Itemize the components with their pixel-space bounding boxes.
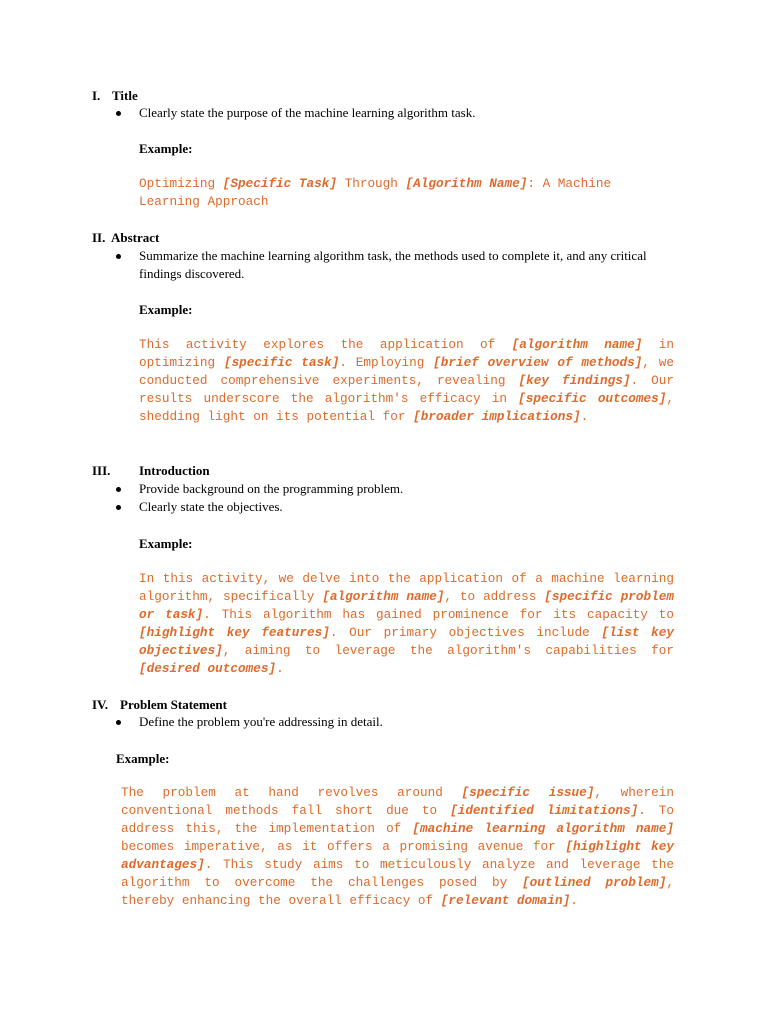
placeholder-text: [brief overview of methods] [433,355,643,370]
section-number: IV. [92,697,109,712]
example-segment: in optimizing [139,337,674,370]
example-segment: , we conducted comprehensive experiments, revealing [139,355,674,388]
placeholder-text: [Specific Task] [222,176,337,191]
bullet-list [116,480,676,516]
placeholder-text: [specific problem or task] [139,589,674,622]
placeholder-text: [specific issue] [461,785,595,800]
example-segment: . [580,409,589,424]
list-item: Clearly state the purpose of the machine learning algorithm task. [116,104,676,122]
example-segment: , to address [444,589,545,604]
example-segment: Optimizing [139,176,223,191]
placeholder-text: [desired outcomes] [139,661,277,676]
section-title: Title [112,88,138,103]
section-title: Problem Statement [120,697,227,712]
example-text [139,175,639,211]
section-heading-introduction [92,463,210,479]
bullet-icon [116,254,121,259]
example-segment: . To address this, the implementation of [121,803,674,836]
bullet-icon [116,111,121,116]
example-segment: . Employing [339,355,434,370]
example-segment: . [276,661,284,676]
placeholder-text: [highlight key features] [139,625,330,640]
placeholder-text: [algorithm name] [322,589,445,604]
placeholder-text: [broader implications] [413,409,581,424]
placeholder-text: [specific outcomes] [518,391,667,406]
bullet-icon [116,720,121,725]
placeholder-text: [machine learning algorithm name] [412,821,674,836]
example-segment: In this activity, we delve into the application of a machine learning algorithm, specifically [139,571,674,604]
placeholder-text: [identified limitations] [450,803,639,818]
placeholder-text: [list key objectives] [139,625,674,658]
placeholder-text: [outlined problem] [522,875,667,890]
example-label: Example: [116,751,170,766]
example-segment: , thereby enhancing the overall efficacy of [121,875,674,908]
example-segment: This activity explores the application of [139,337,512,352]
placeholder-text: [algorithm name] [511,337,643,352]
example-label: Example: [139,302,193,317]
section-heading-abstract [92,230,159,246]
placeholder-text: [Algorithm Name] [405,176,528,191]
list-item: Provide background on the programming problem. [116,480,676,498]
list-item: Define the problem you're addressing in detail. [116,713,676,731]
example-segment: . Our results underscore the algorithm's efficacy in [139,373,674,406]
example-segment: , shedding light on its potential for [139,391,674,424]
section-number: II. [92,230,106,245]
example-segment: , wherein conventional methods fall short due to [121,785,674,818]
placeholder-text: [highlight key advantages] [121,839,675,872]
placeholder-text: [specific task] [223,355,340,370]
example-segment: . This study aims to meticulously analyze and leverage the algorithm to overcome the challenges posed by [121,857,674,890]
example-segment: becomes imperative, as it offers a promising avenue for [121,839,566,854]
list-item: Summarize the machine learning algorithm task, the methods used to complete it, and any critical findings discovered. [116,247,656,283]
section-heading-title [92,88,138,104]
bullet-list [116,247,656,283]
example-label: Example: [139,536,193,551]
bullet-list [116,713,676,731]
example-label: Example: [139,141,193,156]
example-segment: The problem at hand revolves around [121,785,462,800]
list-item: Clearly state the objectives. [116,498,676,516]
section-number: III. [92,463,111,478]
example-segment: : A Machine Learning Approach [139,176,612,209]
example-text [139,336,674,426]
example-text [121,784,674,910]
example-segment: . [570,893,578,908]
example-segment: , aiming to leverage the algorithm's capabilities for [222,643,674,658]
placeholder-text: [relevant domain] [440,893,571,908]
bullet-icon [116,487,121,492]
section-heading-problem-statement [92,697,227,713]
bullet-icon [116,505,121,510]
bullet-list [116,104,676,122]
section-title: Abstract [111,230,160,245]
example-segment: . This algorithm has gained prominence for its capacity to [203,607,674,622]
example-segment: Through [336,176,406,191]
example-segment: . Our primary objectives include [329,625,602,640]
section-title: Introduction [139,463,210,478]
section-number: I. [92,88,101,103]
placeholder-text: [key findings] [518,373,631,388]
example-text [139,570,674,678]
